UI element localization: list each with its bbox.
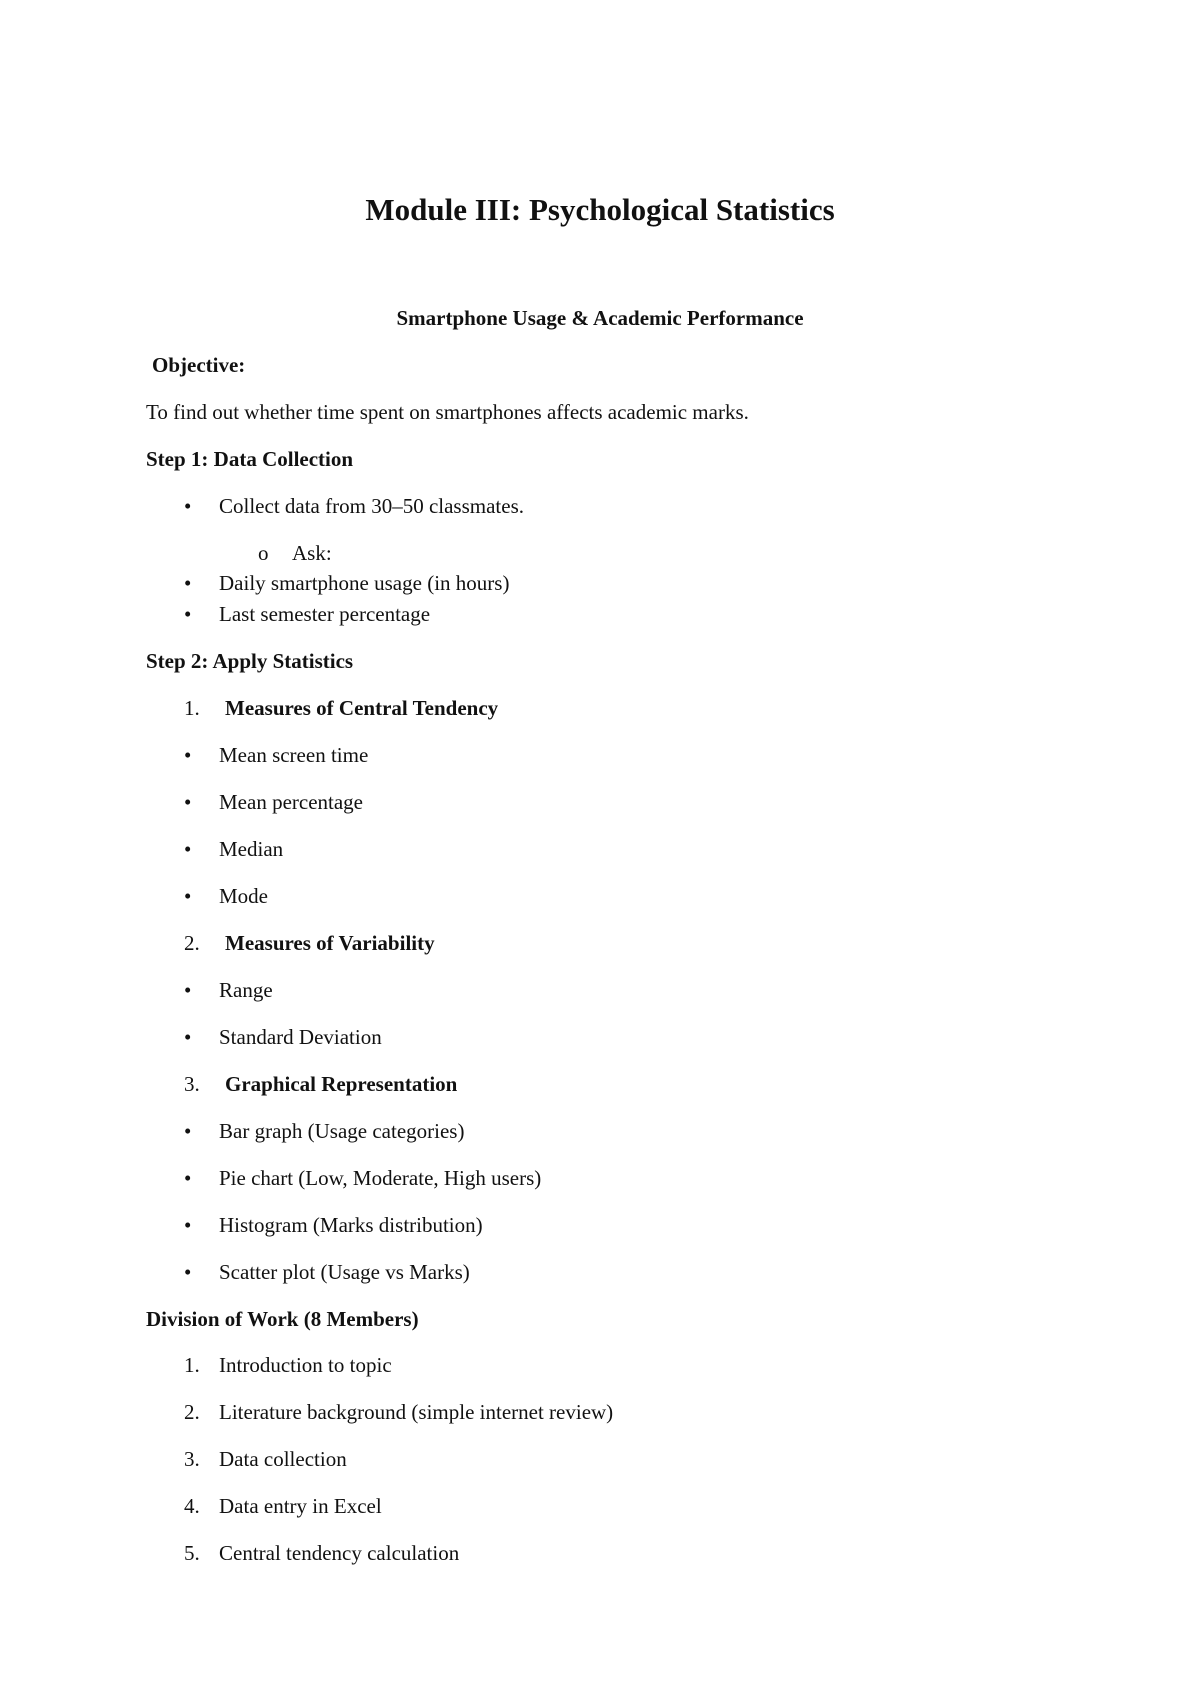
bullet-marker: • <box>184 837 192 861</box>
list-item: Standard Deviation <box>219 1025 382 1049</box>
list-item: Mode <box>219 884 268 908</box>
section-number: 1. <box>184 696 200 720</box>
section-label-variability: Measures of Variability <box>225 931 435 955</box>
bullet-marker: • <box>184 494 192 518</box>
document-subtitle: Smartphone Usage & Academic Performance <box>396 306 804 330</box>
objective-label: Objective: <box>152 353 246 377</box>
list-item: Mean percentage <box>219 790 363 814</box>
bullet-marker: • <box>184 1119 192 1143</box>
bullet-marker: • <box>184 1166 192 1190</box>
bullet-marker: • <box>184 884 192 908</box>
bullet-marker: • <box>184 743 192 767</box>
step1-item: Last semester percentage <box>219 602 431 626</box>
step1-collect-text: Collect data from 30–50 classmates. <box>219 494 525 518</box>
list-item: Mean screen time <box>219 743 369 767</box>
step1-item: Daily smartphone usage (in hours) <box>219 571 510 595</box>
division-item: Data entry in Excel <box>219 1494 382 1518</box>
division-number: 4. <box>184 1494 200 1518</box>
objective-text: To find out whether time spent on smartphones affects academic marks. <box>146 400 749 424</box>
division-item: Central tendency calculation <box>219 1541 460 1565</box>
list-item: Pie chart (Low, Moderate, High users) <box>219 1166 542 1190</box>
division-item: Literature background (simple internet review) <box>219 1400 614 1424</box>
division-number: 5. <box>184 1541 200 1565</box>
bullet-marker: • <box>184 1025 192 1049</box>
section-label-central-tendency: Measures of Central Tendency <box>225 696 499 720</box>
bullet-marker: • <box>184 790 192 814</box>
page-title: Module III: Psychological Statistics <box>365 192 835 227</box>
step1-ask-text: Ask: <box>292 541 332 565</box>
division-item: Data collection <box>219 1447 347 1471</box>
list-item: Range <box>219 978 273 1002</box>
section-number: 2. <box>184 931 200 955</box>
step2-heading: Step 2: Apply Statistics <box>146 649 354 673</box>
division-number: 3. <box>184 1447 200 1471</box>
list-item: Median <box>219 837 284 861</box>
division-item: Introduction to topic <box>219 1353 392 1377</box>
bullet-marker: • <box>184 978 192 1002</box>
list-item: Histogram (Marks distribution) <box>219 1213 483 1237</box>
division-number: 1. <box>184 1353 200 1377</box>
bullet-marker: • <box>184 602 192 626</box>
bullet-marker: • <box>184 1213 192 1237</box>
bullet-marker: • <box>184 1260 192 1284</box>
sub-bullet-marker: o <box>258 541 269 565</box>
list-item: Bar graph (Usage categories) <box>219 1119 465 1143</box>
section-number: 3. <box>184 1072 200 1096</box>
division-number: 2. <box>184 1400 200 1424</box>
division-heading: Division of Work (8 Members) <box>146 1307 419 1331</box>
section-label-graphical: Graphical Representation <box>225 1072 458 1096</box>
step1-heading: Step 1: Data Collection <box>146 447 354 471</box>
bullet-marker: • <box>184 571 192 595</box>
list-item: Scatter plot (Usage vs Marks) <box>219 1260 470 1284</box>
